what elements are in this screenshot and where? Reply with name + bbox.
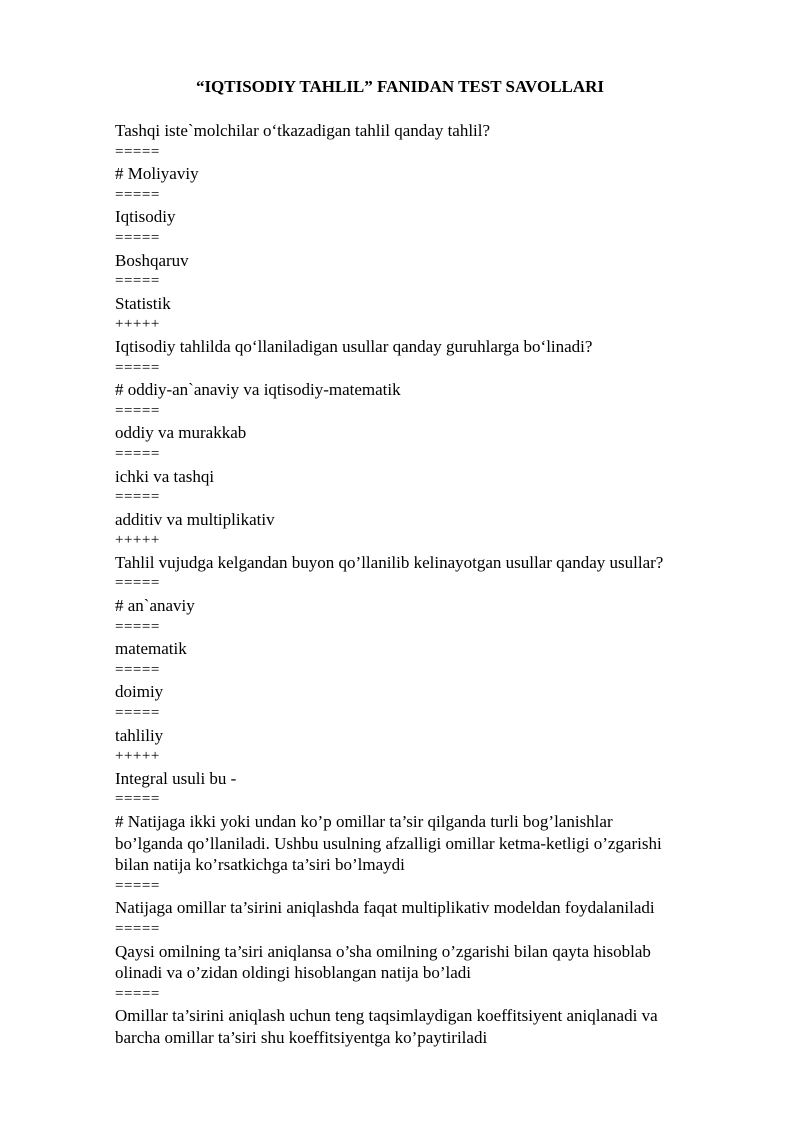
- separator-line: =====: [115, 985, 160, 1002]
- text-line: Qaysi omilning ta’siri aniqlansa o’sha omilning o’zgarishi bilan qayta hisoblab: [115, 941, 651, 961]
- text-line: Integral usuli bu -: [115, 768, 237, 788]
- separator-line: =====: [115, 661, 160, 678]
- text-line: Tahlil vujudga kelgandan buyon qo’llanilib kelinayotgan usullar qanday usullar?: [115, 552, 664, 572]
- text-line: # an`anaviy: [115, 596, 195, 616]
- text-line: additiv va multiplikativ: [115, 509, 275, 529]
- separator-line: =====: [115, 618, 160, 635]
- separator-line: =====: [115, 445, 160, 462]
- separator-line: =====: [115, 575, 160, 592]
- text-line: matematik: [115, 639, 187, 659]
- separator-line: =====: [115, 920, 160, 937]
- separator-line: =====: [115, 402, 160, 419]
- text-line: # Natijaga ikki yoki undan ko’p omillar ta’sir qilganda turli bog’lanishlar: [115, 812, 613, 831]
- text-line: # Moliyaviy: [115, 164, 199, 184]
- separator-line: =====: [115, 229, 160, 246]
- separator-line: =====: [115, 143, 160, 160]
- text-line: tahliliy: [115, 725, 164, 745]
- text-line: bilan natija ko’rsatkichga ta’siri bo’lmaydi: [115, 855, 405, 875]
- text-line: Natijaga omillar ta’sirini aniqlashda faqat multiplikativ modeldan foydalaniladi: [115, 898, 655, 918]
- separator-line: +++++: [115, 532, 160, 549]
- text-line: Iqtisodiy tahlilda qo‘llaniladigan usullar qanday guruhlarga bo‘linadi?: [115, 336, 593, 356]
- separator-line: +++++: [115, 748, 160, 765]
- text-line: olinadi va o’zidan oldingi hisoblangan natija bo’ladi: [115, 963, 471, 983]
- separator-line: =====: [115, 273, 160, 290]
- text-line: Statistik: [115, 293, 171, 313]
- separator-line: =====: [115, 489, 160, 506]
- separator-line: =====: [115, 359, 160, 376]
- text-line: oddiy va murakkab: [115, 423, 247, 443]
- text-line: ichki va tashqi: [115, 466, 215, 486]
- text-line: # oddiy-an`anaviy va iqtisodiy-matematik: [115, 380, 401, 400]
- separator-line: =====: [115, 186, 160, 203]
- separator-line: =====: [115, 877, 160, 894]
- text-line: Omillar ta’sirini aniqlash uchun teng taqsimlaydigan koeffitsiyent aniqlanadi va: [115, 1006, 658, 1026]
- separator-line: +++++: [115, 316, 160, 333]
- separator-line: =====: [115, 705, 160, 722]
- text-line: Iqtisodiy: [115, 207, 176, 227]
- document-title: “IQTISODIY TAHLIL” FANIDAN TEST SAVOLLARI: [195, 77, 605, 96]
- text-line: Tashqi iste`molchilar o‘tkazadigan tahlil qanday tahlil?: [115, 121, 491, 140]
- text-line: bo’lganda qo’llaniladi. Ushbu usulning afzalligi omillar ketma-ketligi o’zgarishi: [115, 833, 662, 853]
- document-body: [115, 120, 735, 1049]
- text-line: Boshqaruv: [115, 250, 189, 270]
- text-line: doimiy: [115, 682, 164, 702]
- text-line: barcha omillar ta’siri shu koeffitsiyentga ko’paytiriladi: [115, 1027, 488, 1047]
- separator-line: =====: [115, 791, 160, 808]
